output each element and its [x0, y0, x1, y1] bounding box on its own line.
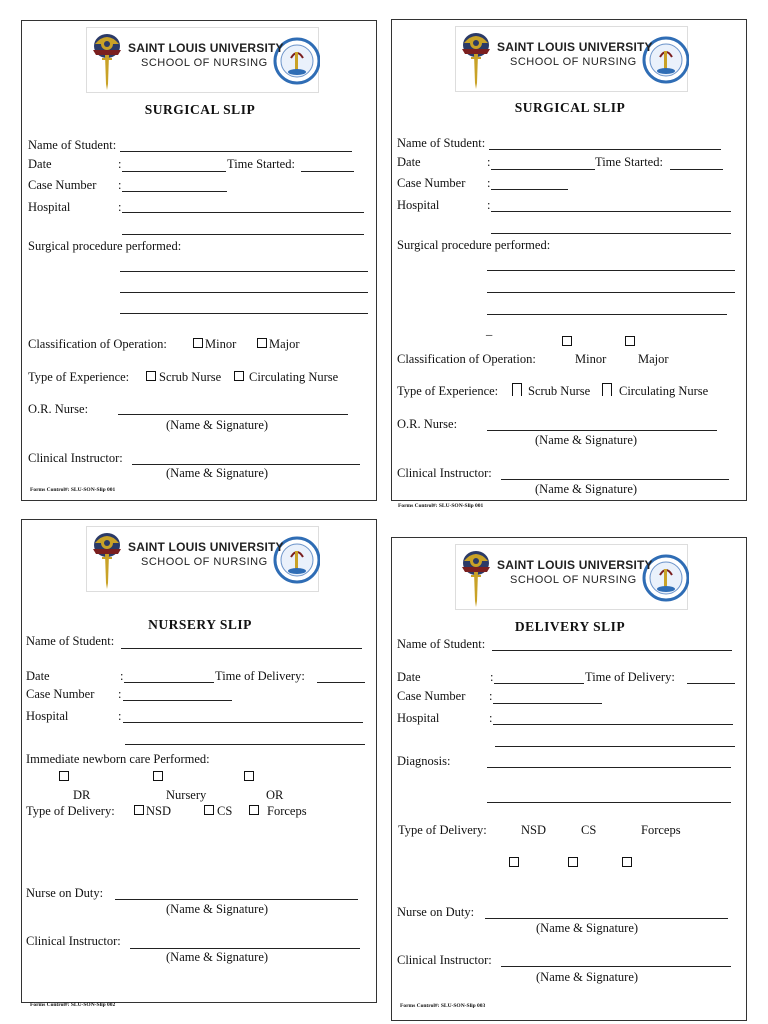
circulating-nurse-checkbox[interactable] [234, 371, 244, 381]
or-nurse-field[interactable] [487, 430, 717, 431]
slip-logo [455, 26, 688, 92]
type-of-delivery-label: Type of Delivery: [398, 823, 487, 837]
university-crest-icon [462, 33, 490, 89]
school-name: SCHOOL OF NURSING [141, 57, 268, 69]
case-number-label: Case Number [397, 689, 466, 703]
delivery-slip: SAINT LOUIS UNIVERSITY SCHOOL OF NURSING DELIVERY SLIP Name of Student: Date : Time of Delivery: Case Number : Hospital : Diagnosis: Type of Delivery: NSD CS Forceps Nurse on Duty: (Name & Signature) Clinical Instructor: (Name & Signature) Forms Control#: SLU-SON-Slip 003 [391, 537, 747, 1021]
instructor-label: Clinical Instructor: [397, 953, 492, 967]
scrub-nurse-checkbox[interactable] [512, 383, 522, 396]
circulating-nurse-label: Circulating Nurse [619, 384, 709, 398]
or-nurse-signature-caption: (Name & Signature) [166, 418, 269, 432]
hospital-field-2[interactable] [122, 234, 364, 235]
major-checkbox[interactable] [257, 338, 267, 348]
surgical-slip-1: SAINT LOUIS UNIVERSITY SCHOOL OF NURSING SURGICAL SLIP Name of Student: Date : Time Started: Case Number : Hospital : Surgical procedure performed: Classification of Operation: Minor Major Type of Experience: Scrub Nurse Circulating Nurse O.R. Nurse: (Name & Signature) Clinical Instructor: (Name & Signature) Forms Control#: SLU-SON-Slip 001 [21, 20, 377, 501]
scrub-nurse-label: Scrub Nurse [159, 370, 222, 384]
hospital-field[interactable] [493, 724, 733, 725]
circulating-nurse-checkbox[interactable] [602, 383, 612, 396]
hospital-field[interactable] [122, 212, 364, 213]
nurse-on-duty-field[interactable] [115, 899, 358, 900]
name-field[interactable] [121, 648, 362, 649]
university-crest-icon [93, 533, 121, 589]
cs-label: CS [217, 804, 233, 818]
time-started-label: Time Started: [227, 157, 295, 171]
procedure-field-3[interactable] [120, 313, 368, 314]
name-label: Name of Student: [26, 634, 115, 648]
minor-checkbox[interactable] [562, 336, 572, 346]
case-number-field[interactable] [123, 700, 232, 701]
slip-logo [455, 544, 688, 610]
hospital-label: Hospital [397, 198, 440, 212]
scrub-nurse-checkbox[interactable] [146, 371, 156, 381]
or-label: OR [266, 788, 284, 802]
date-field[interactable] [491, 169, 595, 170]
procedure-field-1[interactable] [120, 271, 368, 272]
or-checkbox[interactable] [244, 771, 254, 781]
major-label: Major [269, 337, 300, 351]
major-checkbox[interactable] [625, 336, 635, 346]
name-label: Name of Student: [397, 136, 486, 150]
case-number-field[interactable] [122, 191, 227, 192]
procedure-label: Surgical procedure performed: [28, 239, 182, 253]
school-name: SCHOOL OF NURSING [510, 56, 637, 68]
time-started-field[interactable] [670, 169, 723, 170]
form-control-number: Forms Control#: SLU-SON-Slip 001 [30, 487, 116, 493]
hospital-label: Hospital [397, 711, 440, 725]
hospital-label: Hospital [26, 709, 69, 723]
or-nurse-signature-caption: (Name & Signature) [535, 433, 638, 447]
instructor-field[interactable] [130, 948, 360, 949]
cs-label: CS [581, 823, 597, 837]
instructor-label: Clinical Instructor: [26, 934, 121, 948]
school-name: SCHOOL OF NURSING [141, 556, 268, 568]
procedure-field-2[interactable] [487, 292, 735, 293]
time-of-delivery-label: Time of Delivery: [215, 669, 305, 683]
instructor-signature-caption: (Name & Signature) [166, 950, 269, 964]
scrub-nurse-label: Scrub Nurse [528, 384, 591, 398]
slip-title: SURGICAL SLIP [514, 100, 626, 115]
name-field[interactable] [492, 650, 732, 651]
diagnosis-field-2[interactable] [487, 802, 731, 803]
procedure-field-3[interactable] [487, 314, 727, 315]
time-of-delivery-field[interactable] [317, 682, 365, 683]
time-started-field[interactable] [301, 171, 354, 172]
date-field[interactable] [124, 682, 214, 683]
experience-label: Type of Experience: [397, 384, 499, 398]
nurse-signature-caption: (Name & Signature) [166, 902, 269, 916]
date-label: Date [26, 669, 50, 683]
hospital-field-2[interactable] [125, 744, 365, 745]
dr-label: DR [73, 788, 91, 802]
type-of-delivery-label: Type of Delivery: [26, 804, 115, 818]
diagnosis-label: Diagnosis: [397, 754, 451, 768]
name-label: Name of Student: [28, 138, 117, 152]
date-field[interactable] [122, 171, 226, 172]
nurse-signature-caption: (Name & Signature) [536, 921, 639, 935]
nsd-label: NSD [146, 804, 172, 818]
university-crest-icon [93, 34, 121, 90]
experience-label: Type of Experience: [28, 370, 130, 384]
form-control-number: Forms Control#: SLU-SON-Slip 001 [398, 503, 484, 509]
classification-label: Classification of Operation: [28, 337, 167, 351]
case-number-label: Case Number [397, 176, 466, 190]
circulating-nurse-label: Circulating Nurse [249, 370, 339, 384]
time-of-delivery-label: Time of Delivery: [585, 670, 675, 684]
or-nurse-field[interactable] [118, 414, 348, 415]
procedure-field-1[interactable] [487, 270, 735, 271]
instructor-field[interactable] [132, 464, 360, 465]
date-label: Date [28, 157, 52, 171]
university-name: SAINT LOUIS UNIVERSITY [128, 540, 284, 554]
forceps-checkbox[interactable] [622, 857, 632, 867]
date-label: Date [397, 155, 421, 169]
time-started-label: Time Started: [595, 155, 663, 169]
nsd-checkbox[interactable] [509, 857, 519, 867]
slip-logo [86, 27, 319, 93]
case-number-label: Case Number [26, 687, 95, 701]
procedure-field-2[interactable] [120, 292, 368, 293]
forceps-label: Forceps [641, 823, 681, 837]
nursery-label: Nursery [166, 788, 207, 802]
hospital-field[interactable] [123, 722, 363, 723]
procedure-label: Surgical procedure performed: [397, 238, 551, 252]
nsd-checkbox[interactable] [134, 805, 144, 815]
dr-checkbox[interactable] [59, 771, 69, 781]
name-field[interactable] [489, 149, 721, 150]
school-name: SCHOOL OF NURSING [510, 574, 637, 586]
minor-label: Minor [205, 337, 237, 351]
nurse-on-duty-label: Nurse on Duty: [26, 886, 104, 900]
hospital-field[interactable] [491, 211, 731, 212]
instructor-signature-caption: (Name & Signature) [166, 466, 269, 480]
form-control-number: Forms Control#: SLU-SON-Slip 003 [400, 1003, 486, 1009]
case-number-label: Case Number [28, 178, 97, 192]
forceps-label: Forceps [267, 804, 307, 818]
university-crest-icon [462, 551, 490, 607]
instructor-signature-caption: (Name & Signature) [536, 970, 639, 984]
instructor-label: Clinical Instructor: [28, 451, 123, 465]
instructor-label: Clinical Instructor: [397, 466, 492, 480]
diagnosis-field-1[interactable] [487, 767, 731, 768]
newborn-care-label: Immediate newborn care Performed: [26, 752, 210, 766]
hospital-field-2[interactable] [495, 746, 735, 747]
nursery-checkbox[interactable] [153, 771, 163, 781]
classification-label: Classification of Operation: [397, 352, 536, 366]
date-field[interactable] [494, 683, 584, 684]
major-label: Major [638, 352, 669, 366]
time-of-delivery-field[interactable] [687, 683, 735, 684]
forceps-checkbox[interactable] [249, 805, 259, 815]
cs-checkbox[interactable] [204, 805, 214, 815]
cs-checkbox[interactable] [568, 857, 578, 867]
nurse-on-duty-field[interactable] [485, 918, 728, 919]
or-nurse-label: O.R. Nurse: [397, 417, 458, 431]
name-field[interactable] [120, 151, 352, 152]
procedure-dash: _ [486, 323, 493, 337]
case-number-field[interactable] [493, 703, 602, 704]
slip-logo [86, 526, 319, 592]
name-label: Name of Student: [397, 637, 486, 651]
instructor-field[interactable] [501, 966, 731, 967]
nurse-on-duty-label: Nurse on Duty: [397, 905, 475, 919]
nsd-label: NSD [521, 823, 547, 837]
instructor-field[interactable] [501, 479, 729, 480]
instructor-signature-caption: (Name & Signature) [535, 482, 638, 496]
nursery-slip: SAINT LOUIS UNIVERSITY SCHOOL OF NURSING NURSERY SLIP Name of Student: Date : Time of Delivery: Case Number : Hospital : Immediate newborn care Performed: DR Nursery OR Type of Delivery: NSD CS Forceps Nurse on Duty: (Name & Signature) Clinical Instructor: (Name & Signature) Forms Control#: SLU-SON-Slip 002 [21, 519, 377, 1003]
or-nurse-label: O.R. Nurse: [28, 402, 89, 416]
hospital-field-2[interactable] [491, 233, 731, 234]
surgical-slip-2: SAINT LOUIS UNIVERSITY SCHOOL OF NURSING SURGICAL SLIP Name of Student: Date : Time Started: Case Number : Hospital : Surgical procedure performed: _ Classification of Operation: Minor Major Type of Experience: Scrub Nurse Circulating Nurse O.R. Nurse: (Name & Signature) Clinical Instructor: (Name & Signature) Forms Control#: SLU-SON-Slip 001 [391, 19, 747, 501]
university-name: SAINT LOUIS UNIVERSITY [128, 41, 284, 55]
minor-label: Minor [575, 352, 607, 366]
case-number-field[interactable] [491, 189, 568, 190]
university-name: SAINT LOUIS UNIVERSITY [497, 40, 653, 54]
form-control-number: Forms Control#: SLU-SON-Slip 002 [30, 1002, 116, 1008]
university-name: SAINT LOUIS UNIVERSITY [497, 558, 653, 572]
minor-checkbox[interactable] [193, 338, 203, 348]
slip-title: NURSERY SLIP [148, 617, 252, 632]
hospital-label: Hospital [28, 200, 71, 214]
slip-title: SURGICAL SLIP [144, 102, 256, 117]
date-label: Date [397, 670, 421, 684]
slip-title: DELIVERY SLIP [514, 619, 626, 634]
